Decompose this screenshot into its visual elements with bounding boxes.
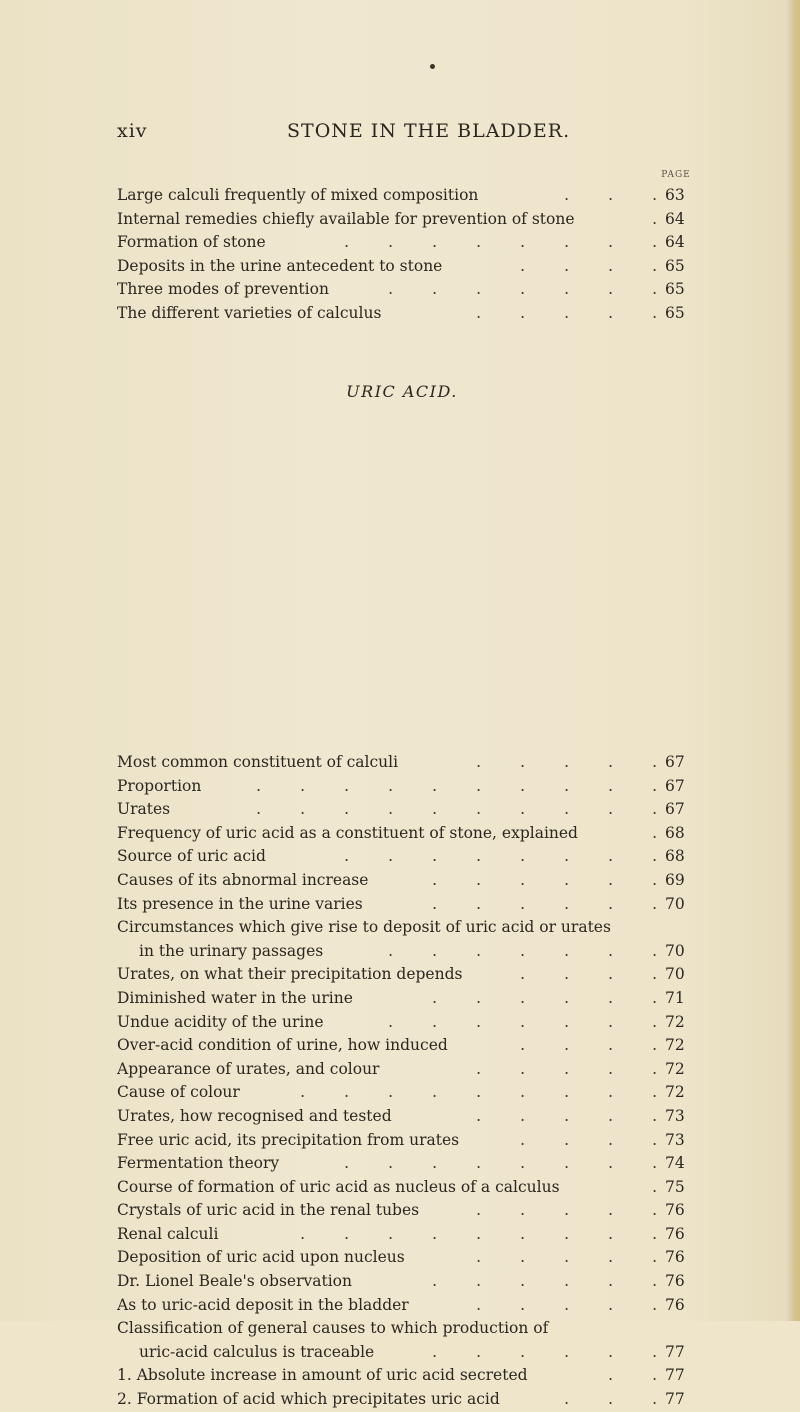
contents-entry: Most common constituent of calculi 67 . . . . . [117,751,701,775]
contents-entry: Fermentation theory 74 . . . . . . . . [117,1152,701,1176]
entry-title [117,1105,657,1129]
entry-page-number: 67 [665,776,685,795]
contents-entry: Undue acidity of the urine 72 . . . . . . . [117,1011,701,1035]
page-column-label: PAGE [661,170,691,180]
entry-page-number: 63 [665,186,685,204]
entry-title-line: Over-acid condition of urine, how induced [117,1036,448,1055]
entry-page-number: 76 [665,1224,685,1243]
entry-page-number: 64 [665,209,685,228]
contents-entry: As to uric-acid deposit in the bladder 76 . . . . . [117,1294,701,1318]
entry-title-line: Diminished water in the urine [117,988,353,1007]
entry-page-number: 67 [665,753,685,771]
entry-title [117,184,657,208]
entry-page-number: 69 [665,870,685,889]
entry-title [117,1081,657,1105]
entry-title [117,1317,657,1364]
entry-page-number: 76 [665,1272,685,1291]
contents-entry: Frequency of uric acid as a constituent of stone, explained 68 . [117,822,701,846]
contents-entry: Appearance of urates, and colour 72 . . . . . [117,1058,701,1082]
entry-title [117,1176,657,1200]
ink-speck [430,64,435,69]
entry-title-line: Internal remedies chiefly available for prevention of stone [117,209,575,228]
contents-entry: Dr. Lionel Beale's observation 76 . . . . . . [117,1270,701,1294]
entry-page-number: 72 [665,1059,685,1078]
entry-page-number: 71 [665,988,685,1007]
section-title: URIC ACID. [346,382,458,401]
entry-title [117,1011,657,1035]
entry-title-line: Large calculi frequently of mixed composition [117,186,479,204]
contents-entry: Diminished water in the urine 71 . . . . . . [117,987,701,1011]
contents-entry: The different varieties of calculus 65 . . . . . [117,302,701,326]
entry-title [117,1199,657,1223]
entry-title-line: Crystals of uric acid in the renal tubes [117,1201,420,1220]
entry-title [117,255,657,279]
entry-title-line: 2. Formation of acid which precipitates uric acid [117,1390,500,1409]
entry-page-number: 75 [665,1177,685,1196]
entry-title-line: Renal calculi [117,1224,219,1243]
entry-title [117,1223,657,1247]
page-edge [786,0,800,1321]
contents-entry: 1. Absolute increase in amount of uric acid secreted 77 . . [117,1364,701,1388]
entry-title-line: Frequency of uric acid as a constituent of stone, explained [117,823,578,842]
entry-page-number: 73 [665,1130,685,1149]
entry-title [117,1152,657,1176]
entry-title [117,1388,657,1412]
entry-title [117,1364,657,1388]
contents-entry: Free uric acid, its precipitation from urates 73 . . . . [117,1129,701,1153]
entry-page-number: 77 [665,1342,685,1361]
contents-list-intro [117,184,701,326]
entry-title-line: Causes of its abnormal increase [117,870,369,889]
entry-title [117,278,657,302]
entry-title [117,1129,657,1153]
entry-title [117,1246,657,1270]
entry-title [117,822,657,846]
entry-page-number: 65 [665,303,685,322]
entry-title-line: 1. Absolute increase in amount of uric acid secreted [117,1366,528,1385]
entry-title-line: The different varieties of calculus [117,303,382,322]
entry-title-line: Appearance of urates, and colour [117,1059,380,1078]
entry-title-line: Urates, on what their precipitation depends [117,965,463,984]
contents-entry: Internal remedies chiefly available for prevention of stone 64 . [117,208,701,232]
contents-entry: Causes of its abnormal increase 69 . . . . . . [117,869,701,893]
page-header [117,120,687,150]
entry-page-number: 77 [665,1366,685,1385]
entry-title-line: Urates, how recognised and tested [117,1106,392,1125]
contents-entry: Three modes of prevention 65 . . . . . . . [117,278,701,302]
contents-entry: Over-acid condition of urine, how induced 72 . . . . [117,1034,701,1058]
entry-title [117,1270,657,1294]
entry-page-number: 72 [665,1012,685,1031]
entry-title-line: Cause of colour [117,1083,240,1102]
entry-title-line: Free uric acid, its precipitation from urates [117,1130,460,1149]
entry-page-number: 72 [665,1036,685,1055]
entry-title [117,893,657,917]
entry-title [117,1294,657,1318]
entry-page-number: 68 [665,823,685,842]
contents-entry: Circumstances which give rise to deposit of uric acid or urates in the urinary passages 70 . . . . . . . [117,916,701,963]
contents-entry: Large calculi frequently of mixed composition 63 . . . [117,184,701,208]
entry-page-number: 76 [665,1201,685,1220]
contents-entry: Urates, on what their precipitation depends 70 . . . . [117,963,701,987]
entry-title [117,302,657,326]
entry-page-number: 67 [665,800,685,819]
contents-entry: Crystals of uric acid in the renal tubes 76 . . . . . [117,1199,701,1223]
contents-entry: Proportion 67 . . . . . . . . . . [117,775,701,799]
entry-title-line: Circumstances which give rise to deposit of uric acid or urates [117,918,611,937]
entry-title-line: Deposits in the urine antecedent to stone [117,256,443,275]
entry-title-line: Fermentation theory [117,1154,280,1173]
entry-page-number: 76 [665,1295,685,1314]
entry-title-line: Formation of stone [117,233,266,252]
entry-title [117,1058,657,1082]
entry-title [117,208,657,232]
entry-page-number: 77 [665,1390,685,1409]
entry-title [117,987,657,1011]
entry-title-line: As to uric-acid deposit in the bladder [117,1295,409,1314]
entry-title [117,916,657,963]
entry-page-number: 70 [665,941,685,960]
entry-title-line: Classification of general causes to which production of [117,1319,549,1338]
contents-entry: Classification of general causes to which production of uric-acid calculus is traceable 77 . . . . . . [117,1317,701,1364]
contents-entry: Its presence in the urine varies 70 . . . . . . [117,893,701,917]
entry-title-line: Proportion [117,776,202,795]
contents-entry: Source of uric acid 68 . . . . . . . . [117,845,701,869]
entry-title-line: Its presence in the urine varies [117,894,363,913]
entry-title [117,231,657,255]
contents-entry: Renal calculi 76 . . . . . . . . . [117,1223,701,1247]
contents-entry: Deposits in the urine antecedent to stone 65 . . . . [117,255,701,279]
running-head: STONE IN THE BLADDER. [287,120,571,142]
entry-page-number: 74 [665,1154,685,1173]
contents-entry: Formation of stone 64 . . . . . . . . [117,231,701,255]
contents-entry: Deposition of uric acid upon nucleus 76 . . . . . [117,1246,701,1270]
entry-title-line: Deposition of uric acid upon nucleus [117,1248,405,1267]
entry-title-line: Source of uric acid [117,847,266,866]
entry-title-continuation: in the urinary passages [139,941,324,960]
entry-page-number: 73 [665,1106,685,1125]
entry-page-number: 68 [665,847,685,866]
entry-title-line: Dr. Lionel Beale's observation [117,1272,352,1291]
entry-title [117,775,657,799]
entry-page-number: 70 [665,965,685,984]
entry-page-number: 70 [665,894,685,913]
entry-title [117,845,657,869]
entry-title-line: Undue acidity of the urine [117,1012,324,1031]
entry-title-line: Course of formation of uric acid as nucleus of a calculus [117,1177,560,1196]
page-folio: xiv [117,120,148,142]
entry-title [117,798,657,822]
contents-entry: Course of formation of uric acid as nucleus of a calculus 75 . [117,1176,701,1200]
entry-page-number: 76 [665,1248,685,1267]
entry-title [117,751,657,775]
entry-title-line: Most common constituent of calculi [117,753,399,771]
entry-title-continuation: uric-acid calculus is traceable [139,1342,375,1361]
entry-page-number: 65 [665,280,685,299]
entry-title-line: Three modes of prevention [117,280,329,299]
contents-entry: Urates 67 . . . . . . . . . . [117,798,701,822]
entry-title [117,869,657,893]
entry-title-line: Urates [117,800,171,819]
entry-title [117,1034,657,1058]
contents-entry: Urates, how recognised and tested 73 . . . . . [117,1105,701,1129]
contents-entry: 2. Formation of acid which precipitates uric acid 77 . . . [117,1388,701,1412]
contents-list-uric-acid [117,751,701,1412]
entry-title [117,963,657,987]
entry-page-number: 72 [665,1083,685,1102]
entry-page-number: 65 [665,256,685,275]
contents-entry: Cause of colour 72 . . . . . . . . . [117,1081,701,1105]
entry-page-number: 64 [665,233,685,252]
